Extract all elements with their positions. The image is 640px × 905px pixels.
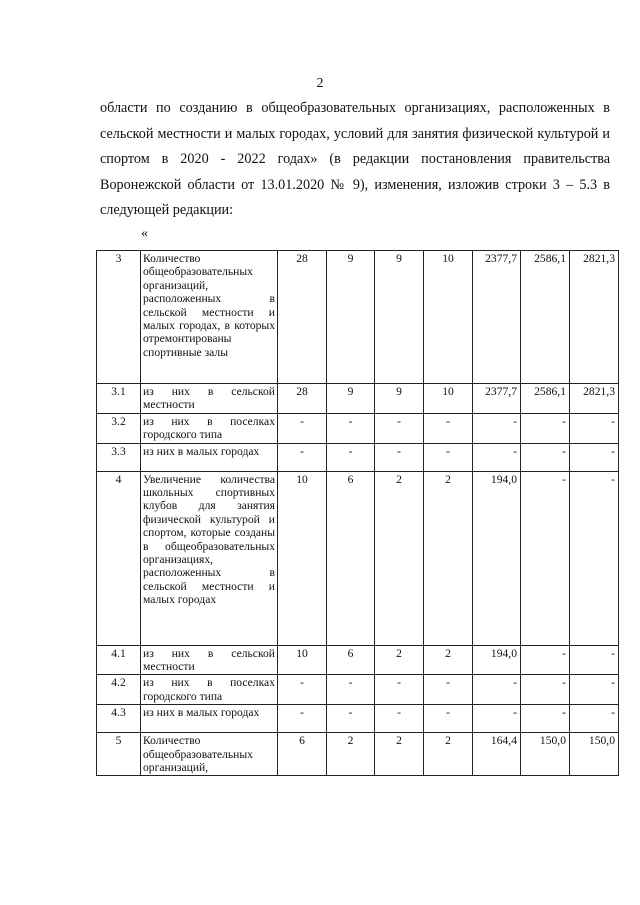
- value-cell: 10: [424, 251, 473, 384]
- table-row: [97, 733, 619, 776]
- value-cell: -: [375, 675, 424, 705]
- table-row: [97, 443, 619, 471]
- value-cell: 6: [327, 471, 375, 645]
- value-cell: -: [570, 471, 619, 645]
- value-cell: 2: [327, 733, 375, 776]
- row-number-cell: 4.3: [97, 705, 141, 733]
- value-cell: 28: [278, 251, 327, 384]
- value-cell: -: [521, 705, 570, 733]
- value-cell: -: [473, 413, 521, 443]
- row-number-cell: 3.3: [97, 443, 141, 471]
- value-cell: -: [278, 443, 327, 471]
- value-cell: 2586,1: [521, 384, 570, 414]
- row-number-cell: 5: [97, 733, 141, 776]
- value-cell: 9: [375, 384, 424, 414]
- table-row: [97, 471, 619, 645]
- value-cell: 9: [327, 251, 375, 384]
- value-cell: 2821,3: [570, 384, 619, 414]
- indicator-name-cell: из них в малых городах: [141, 705, 278, 733]
- value-cell: 194,0: [473, 645, 521, 675]
- indicator-name-cell: из них в сельской местности: [141, 645, 278, 675]
- value-cell: -: [327, 443, 375, 471]
- value-cell: 150,0: [521, 733, 570, 776]
- table-row: [97, 251, 619, 384]
- table-row: [97, 413, 619, 443]
- value-cell: 150,0: [570, 733, 619, 776]
- value-cell: -: [424, 443, 473, 471]
- value-cell: -: [327, 705, 375, 733]
- value-cell: 164,4: [473, 733, 521, 776]
- indicator-name-cell: из них в поселках городского типа: [141, 675, 278, 705]
- row-number-cell: 3.1: [97, 384, 141, 414]
- intro-line: области по созданию в общеобразовательных организациях, расположенных в: [100, 100, 610, 116]
- indicator-name-cell: Количество общеобразовательных организаций,: [141, 733, 278, 776]
- intro-line: сельской местности и малых городах, условий для занятия физической культурой и: [100, 125, 610, 142]
- value-cell: -: [521, 471, 570, 645]
- value-cell: -: [375, 413, 424, 443]
- value-cell: -: [570, 675, 619, 705]
- value-cell: 2377,7: [473, 384, 521, 414]
- row-number-cell: 3.2: [97, 413, 141, 443]
- value-cell: -: [278, 675, 327, 705]
- row-number-cell: 3: [97, 251, 141, 384]
- indicator-name-cell: из них в сельской местности: [141, 384, 278, 414]
- value-cell: -: [424, 675, 473, 705]
- value-cell: 2377,7: [473, 251, 521, 384]
- table-row: [97, 384, 619, 414]
- value-cell: -: [327, 413, 375, 443]
- value-cell: 2586,1: [521, 251, 570, 384]
- value-cell: -: [570, 705, 619, 733]
- value-cell: 2: [424, 645, 473, 675]
- value-cell: -: [570, 413, 619, 443]
- indicators-table: [96, 250, 619, 776]
- row-number-cell: 4.1: [97, 645, 141, 675]
- value-cell: 9: [327, 384, 375, 414]
- value-cell: 2821,3: [570, 251, 619, 384]
- value-cell: -: [424, 413, 473, 443]
- value-cell: 2: [375, 471, 424, 645]
- opening-quote: «: [141, 226, 148, 241]
- indicator-name-cell: Увеличение количества школьных спортивных клубов для занятия физической культурой и спортом, которые созданы в общеобразовательных организациях, расположенных в сельской местности и малых городах: [141, 471, 278, 645]
- page-number: 2: [316, 76, 324, 91]
- row-number-cell: 4: [97, 471, 141, 645]
- table-row: [97, 675, 619, 705]
- value-cell: -: [375, 705, 424, 733]
- value-cell: 10: [278, 645, 327, 675]
- value-cell: 10: [278, 471, 327, 645]
- value-cell: -: [375, 443, 424, 471]
- value-cell: 2: [375, 645, 424, 675]
- value-cell: 194,0: [473, 471, 521, 645]
- value-cell: -: [473, 675, 521, 705]
- intro-line: следующей редакции:: [100, 202, 234, 218]
- intro-line: спортом в 2020 - 2022 годах» (в редакции постановления правительства: [100, 151, 610, 167]
- value-cell: -: [570, 645, 619, 675]
- value-cell: -: [278, 413, 327, 443]
- value-cell: -: [473, 443, 521, 471]
- table-row: [97, 705, 619, 733]
- value-cell: 2: [375, 733, 424, 776]
- value-cell: -: [521, 413, 570, 443]
- intro-line: Воронежской области от 13.01.2020 № 9), изменения, изложив строки 3 – 5.3 в: [100, 176, 610, 193]
- indicator-name-cell: Количество общеобразовательных организаций, расположенных в сельской местности и малых городах, в которых отремонтированы спортивные залы: [141, 251, 278, 384]
- value-cell: 6: [278, 733, 327, 776]
- value-cell: 10: [424, 384, 473, 414]
- value-cell: -: [424, 705, 473, 733]
- value-cell: -: [521, 675, 570, 705]
- value-cell: 2: [424, 733, 473, 776]
- value-cell: 9: [375, 251, 424, 384]
- value-cell: -: [570, 443, 619, 471]
- value-cell: -: [521, 443, 570, 471]
- intro-paragraph: [100, 96, 610, 224]
- value-cell: -: [327, 675, 375, 705]
- value-cell: -: [278, 705, 327, 733]
- value-cell: -: [473, 705, 521, 733]
- indicator-name-cell: из них в поселках городского типа: [141, 413, 278, 443]
- value-cell: -: [521, 645, 570, 675]
- value-cell: 28: [278, 384, 327, 414]
- row-number-cell: 4.2: [97, 675, 141, 705]
- indicator-name-cell: из них в малых городах: [141, 443, 278, 471]
- value-cell: 6: [327, 645, 375, 675]
- table-row: [97, 645, 619, 675]
- value-cell: 2: [424, 471, 473, 645]
